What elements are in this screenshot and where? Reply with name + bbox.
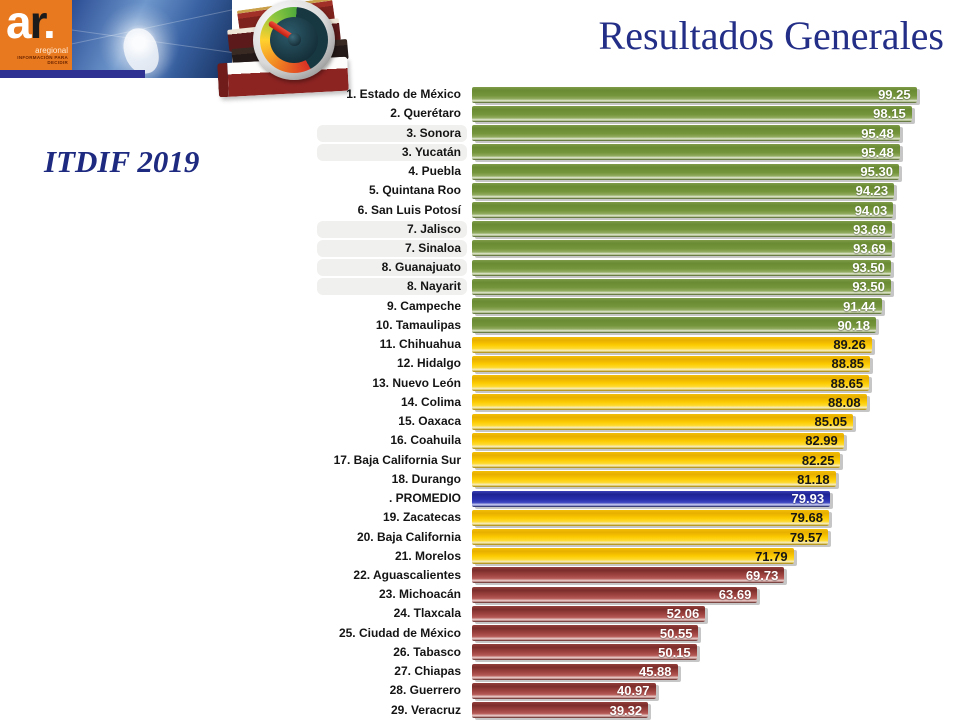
row-bar-track — [472, 625, 920, 641]
row-label: 7. Jalisco — [317, 221, 467, 238]
row-bar-track — [472, 683, 920, 699]
row-bar-track — [472, 664, 920, 680]
row-value: 63.69 — [718, 587, 752, 603]
row-bar-track — [472, 452, 920, 468]
row-label: 25. Ciudad de México — [338, 625, 461, 640]
row-bar — [472, 414, 853, 430]
row-bar — [472, 87, 917, 103]
chart-row — [317, 374, 925, 393]
row-bar — [472, 587, 757, 603]
row-bar-track — [472, 433, 920, 449]
row-value: 94.03 — [854, 202, 888, 218]
chart-row — [317, 85, 925, 104]
row-label: 14. Colima — [400, 394, 461, 409]
row-label: 17. Baja California Sur — [333, 452, 461, 467]
digital-hand-graphic — [72, 0, 232, 78]
report-subtitle: ITDIF 2019 — [44, 144, 200, 179]
bar-chart — [317, 85, 925, 720]
row-bar — [472, 144, 900, 160]
row-bar — [472, 240, 892, 256]
row-bar — [472, 125, 900, 141]
row-value: 79.93 — [791, 491, 825, 507]
row-label: 13. Nuevo León — [372, 375, 461, 390]
row-value: 88.85 — [831, 356, 865, 372]
row-label: 4. Puebla — [408, 164, 461, 179]
row-bar-track — [472, 298, 920, 314]
row-value: 95.30 — [860, 164, 893, 180]
chart-row — [317, 335, 925, 354]
row-bar — [472, 106, 912, 122]
row-bar-track — [472, 106, 920, 122]
chart-row — [317, 450, 925, 469]
chart-row — [317, 643, 925, 662]
row-bar — [472, 471, 836, 487]
chart-row — [317, 624, 925, 643]
row-bar-track — [472, 644, 920, 660]
row-value: 93.69 — [853, 221, 886, 237]
chart-row — [317, 662, 925, 681]
chart-row — [317, 701, 925, 720]
row-bar-track — [472, 414, 920, 430]
row-bar-track — [472, 356, 920, 372]
chart-row — [317, 547, 925, 566]
row-value: 52.06 — [666, 606, 700, 622]
row-value: 71.79 — [755, 548, 788, 564]
row-bar-track — [472, 567, 920, 583]
row-bar — [472, 279, 891, 295]
row-bar — [472, 644, 697, 660]
row-bar-track — [472, 164, 920, 180]
row-bar — [472, 606, 705, 622]
row-bar-track — [472, 510, 920, 526]
hand-shape — [121, 26, 161, 76]
row-bar — [472, 260, 891, 276]
row-label: 18. Durango — [391, 471, 461, 486]
row-bar-track — [472, 125, 920, 141]
logo-tagline: INFORMACIÓN PARA DECIDIR — [17, 55, 68, 65]
header-banner — [0, 0, 345, 96]
row-label: . PROMEDIO — [388, 491, 461, 506]
chart-row — [317, 527, 925, 546]
row-label: 15. Oaxaca — [398, 414, 461, 429]
row-value: 50.55 — [659, 625, 693, 641]
row-bar-track — [472, 279, 920, 295]
page-title: Resultados Generales — [598, 13, 944, 58]
row-bar-track — [472, 202, 920, 218]
row-bar — [472, 491, 830, 507]
chart-row — [317, 277, 925, 296]
row-label: 21. Morelos — [394, 548, 461, 563]
row-bar — [472, 433, 844, 449]
row-label: 8. Guanajuato — [317, 259, 467, 276]
row-bar — [472, 702, 648, 718]
chart-row — [317, 220, 925, 239]
row-bar-track — [472, 548, 920, 564]
chart-row — [317, 431, 925, 450]
chart-row — [317, 200, 925, 219]
row-bar — [472, 548, 794, 564]
chart-row — [317, 489, 925, 508]
logo-dot: . — [42, 0, 54, 48]
row-label: 11. Chihuahua — [379, 337, 461, 352]
row-value: 93.69 — [853, 240, 886, 256]
row-bar — [472, 317, 876, 333]
row-label: 12. Hidalgo — [396, 356, 461, 371]
row-label: 6. San Luis Potosí — [357, 202, 461, 217]
row-label: 26. Tabasco — [393, 644, 461, 659]
row-value: 88.08 — [828, 394, 861, 410]
row-value: 93.50 — [852, 260, 885, 276]
row-label: 7. Sinaloa — [317, 240, 467, 257]
chart-row — [317, 143, 925, 162]
row-bar-track — [472, 606, 920, 622]
row-label: 3. Sonora — [317, 125, 467, 142]
chart-row — [317, 354, 925, 373]
row-bar-track — [472, 144, 920, 160]
logo-brand-name: aregional — [35, 46, 68, 55]
chart-row — [317, 393, 925, 412]
row-label: 27. Chiapas — [394, 664, 461, 679]
chart-row — [317, 239, 925, 258]
row-bar — [472, 375, 869, 391]
row-value: 82.25 — [801, 452, 835, 468]
chart-row — [317, 681, 925, 700]
chart-row — [317, 470, 925, 489]
row-value: 89.26 — [833, 337, 866, 353]
row-value: 82.99 — [805, 433, 838, 449]
row-bar — [472, 394, 867, 410]
chart-row — [317, 585, 925, 604]
row-value: 94.23 — [855, 183, 889, 199]
row-bar-track — [472, 260, 920, 276]
chart-row — [317, 508, 925, 527]
row-bar-track — [472, 529, 920, 545]
chart-row — [317, 297, 925, 316]
row-value: 79.57 — [789, 529, 823, 545]
row-bar-track — [472, 702, 920, 718]
gauge-logo-icon — [253, 0, 335, 80]
chart-row — [317, 258, 925, 277]
row-bar — [472, 625, 698, 641]
row-bar — [472, 567, 784, 583]
chart-row — [317, 316, 925, 335]
row-label: 8. Nayarit — [317, 278, 467, 295]
row-value: 69.73 — [745, 567, 779, 583]
row-label: 9. Campeche — [386, 298, 461, 313]
row-value: 98.15 — [873, 106, 906, 122]
row-value: 45.88 — [638, 664, 672, 680]
row-bar-track — [472, 221, 920, 237]
row-value: 93.50 — [852, 279, 885, 295]
aregional-logo — [0, 0, 72, 70]
row-bar-track — [472, 375, 920, 391]
row-value: 99.25 — [878, 87, 911, 103]
chart-row — [317, 123, 925, 142]
gauge-hub — [288, 33, 301, 46]
row-bar — [472, 202, 893, 218]
row-value: 91.44 — [843, 298, 876, 314]
logo-letter-a: a — [6, 0, 30, 48]
row-label: 19. Zacatecas — [382, 510, 461, 525]
row-bar-track — [472, 491, 920, 507]
row-label: 23. Michoacán — [378, 587, 461, 602]
row-value: 95.48 — [861, 144, 894, 160]
logo-letter-r: r — [29, 0, 43, 48]
row-bar-track — [472, 183, 920, 199]
row-bar-track — [472, 337, 920, 353]
aregional-logo-text — [0, 0, 72, 48]
row-value: 85.05 — [814, 414, 848, 430]
row-bar-track — [472, 587, 920, 603]
row-label: 10. Tamaulipas — [375, 317, 461, 332]
row-value: 40.97 — [616, 683, 650, 699]
row-label: 20. Baja California — [356, 529, 461, 544]
row-bar — [472, 164, 899, 180]
row-label: 3. Yucatán — [317, 144, 467, 161]
row-bar — [472, 452, 840, 468]
row-bar — [472, 510, 829, 526]
row-bar — [472, 356, 870, 372]
row-bar — [472, 183, 894, 199]
row-bar — [472, 298, 882, 314]
row-label: 2. Querétaro — [390, 106, 461, 121]
row-label: 28. Guerrero — [389, 683, 461, 698]
row-bar-track — [472, 394, 920, 410]
row-value: 81.18 — [797, 471, 830, 487]
chart-row — [317, 162, 925, 181]
chart-rows — [317, 85, 925, 720]
row-value: 95.48 — [861, 125, 894, 141]
row-bar — [472, 337, 872, 353]
blue-divider-bar — [0, 70, 145, 78]
chart-row — [317, 412, 925, 431]
row-value: 88.65 — [830, 375, 864, 391]
row-bar — [472, 683, 656, 699]
row-bar — [472, 664, 678, 680]
row-label: 24. Tlaxcala — [393, 606, 461, 621]
row-value: 79.68 — [790, 510, 823, 526]
row-bar-track — [472, 317, 920, 333]
row-label: 1. Estado de México — [346, 87, 461, 102]
chart-row — [317, 181, 925, 200]
row-label: 5. Quintana Roo — [368, 183, 461, 198]
chart-row — [317, 104, 925, 123]
chart-row — [317, 566, 925, 585]
row-label: 29. Veracruz — [390, 702, 461, 717]
row-bar-track — [472, 87, 920, 103]
chart-row — [317, 604, 925, 623]
row-bar — [472, 221, 892, 237]
row-value: 39.32 — [609, 702, 643, 718]
row-bar-track — [472, 471, 920, 487]
row-label: 16. Coahuila — [390, 433, 461, 448]
row-value: 50.15 — [658, 644, 691, 660]
row-label: 22. Aguascalientes — [353, 567, 461, 582]
row-bar — [472, 529, 828, 545]
row-value: 90.18 — [837, 317, 870, 333]
row-bar-track — [472, 240, 920, 256]
